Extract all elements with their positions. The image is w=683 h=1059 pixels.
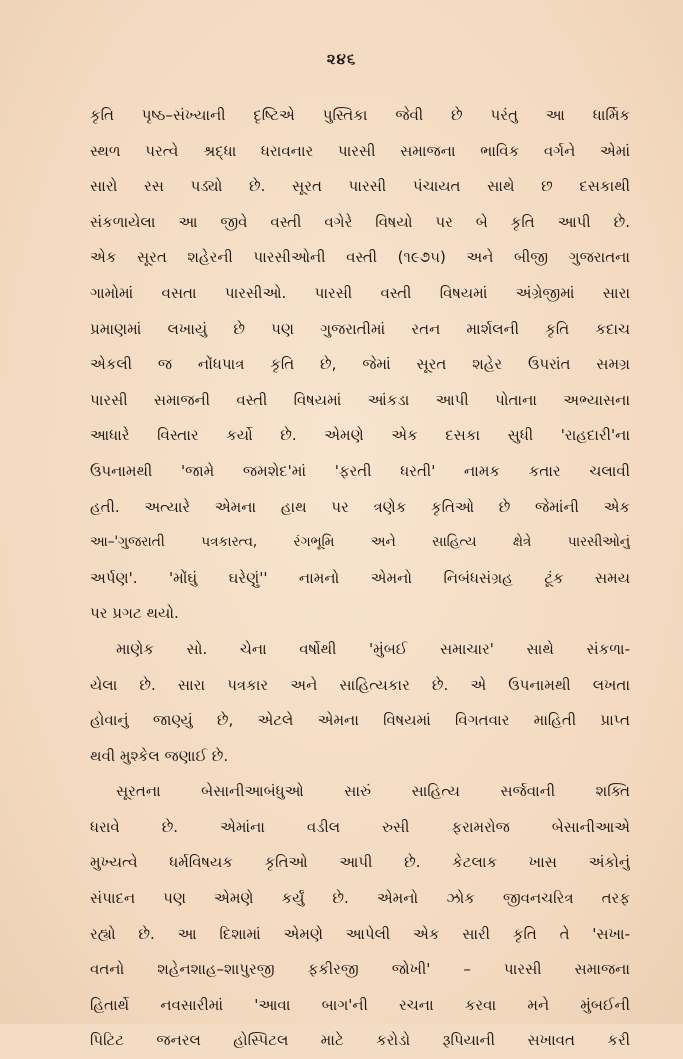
text-line: આધારે વિસ્તાર કર્યો છે. એમણે એક દસકા સુધી 'રાહદારી'ના bbox=[90, 426, 630, 445]
text-line: સંકળાયેલા આ જીવે વસ્તી વગેરે વિષયો પર બે કૃતિ આપી છે. bbox=[90, 212, 630, 231]
text-line: રહ્યો છે. આ દિશામાં એમણે આપેલી એક સારી કૃતિ તે 'સખા- bbox=[90, 924, 630, 943]
text-line: સૂરતના બેસાનીઆબંધુઓ સારું સાહિત્ય સર્જવાની શક્તિ bbox=[116, 782, 630, 801]
text-line: ધરાવે છે. એમાંના વડીલ રુસી ફરામરોજ બેસાનીઆએ bbox=[90, 817, 630, 836]
text-line: સારો રસ પડ્યો છે. સૂરત પારસી પંચાયત સાથે છ દસકાથી bbox=[90, 177, 630, 196]
text-line: વતનો શહેનશાહ–શાપુરજી ફકીરજી જોખી' – પારસી સમાજના bbox=[90, 960, 630, 979]
text-line: કૃતિ પૃષ્ઠ–સંખ્યાની દૃષ્ટિએ પુસ્તિકા જેવી છે પરંતુ આ ધાર્મિક bbox=[90, 106, 630, 124]
text-line: પારસી સમાજની વસ્તી વિષયમાં આંકડા આપી પોતાના અભ્યાસના bbox=[90, 390, 630, 409]
text-line: ઉપનામથી 'જામે જમશેદ'માં 'ફરતી ધરતી' નામક કતાર ચલાવી bbox=[90, 461, 630, 480]
text-line: મુખ્યત્વે ધર્મવિષયક કૃતિઓ આપી છે. કેટલાક ખાસ અંકોનું bbox=[90, 853, 630, 872]
text-line: યેલા છે. સારા પત્રકાર અને સાહિત્યકાર છે. એ ઉપનામથી લખતા bbox=[90, 675, 630, 694]
text-line: પર પ્રગટ થયો. bbox=[90, 604, 179, 623]
text-line: માણેક સો. ચેના વર્ષોથી 'મુંબઈ સમાચાર' સાથે સંકળા- bbox=[116, 639, 630, 658]
text-line: હિતાર્થે નવસારીમાં 'આવા બાગ'ની રચના કરવા મને મુંબઈની bbox=[90, 995, 630, 1014]
text-line: પિટિટ જનરલ હોસ્પિટલ માટે કરોડો રૂપિયાની સખાવત કરી bbox=[90, 1031, 630, 1050]
text-line: થવી મુશ્કેલ જણાઈ છે. bbox=[90, 746, 229, 765]
text-line: પ્રમાણમાં લખાયું છે પણ ગુજરાતીમાં રતન માર્શલની કૃતિ કદાચ bbox=[90, 319, 630, 338]
text-line: સ્થળ પરત્વે શ્રદ્ધા ધરાવનાર પારસી સમાજના ભાવિક વર્ગને એમાં bbox=[90, 141, 630, 160]
page-number: ૨૪૬ bbox=[326, 50, 357, 68]
text-line: હોવાનું જાણ્યું છે, એટલે એમના વિષયમાં વિગતવાર માહિતી પ્રાપ્ત bbox=[90, 711, 630, 730]
body-text bbox=[90, 98, 630, 1059]
text-line: હતી. અત્યારે એમના હાથ પર ત્રણેક કૃતિઓ છે જેમાંની એક bbox=[90, 497, 630, 516]
text-line: આ–'ગુજરાતી પત્રકારત્વ, રંગભૂમિ અને સાહિત્ય ક્ષેત્રે પારસીઓનું bbox=[90, 534, 630, 551]
text-line: અર્પણ'. 'મોંઘું ઘરેણું'' નામનો એમનો નિબંધસંગ્રહ ટૂંક સમય bbox=[90, 568, 630, 587]
text-line: ગામોમાં વસતા પારસીઓ. પારસી વસ્તી વિષયમાં અંગ્રેજીમાં સારા bbox=[90, 283, 630, 302]
text-line: એકલી જ નોંધપાત્ર કૃતિ છે, જેમાં સૂરત શહેર ઉપરાંત સમગ્ર bbox=[90, 355, 630, 374]
text-line: એક સૂરત શહેરની પારસીઓની વસ્તી (૧૯૭૫) અને બીજી ગુજરાતના bbox=[90, 248, 630, 267]
text-line: સંપાદન પણ એમણે કર્યું છે. એમનો ઝોક જીવનચરિત્ર તરફ bbox=[90, 889, 630, 908]
